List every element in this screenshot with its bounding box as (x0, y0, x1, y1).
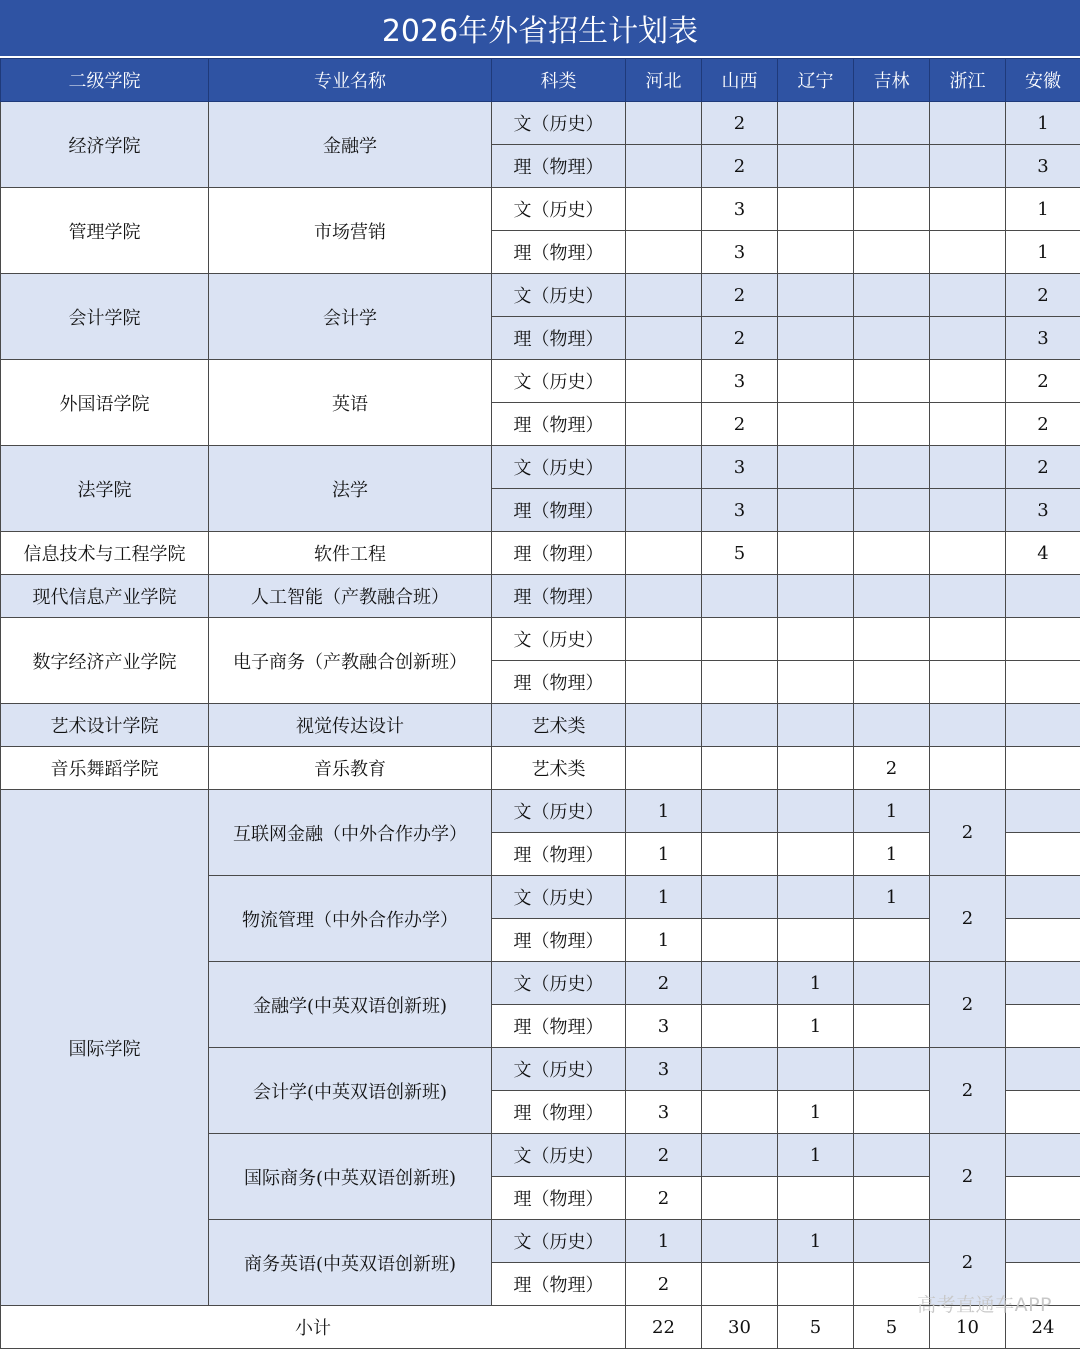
quota-cell (854, 1220, 930, 1263)
quota-cell (1006, 919, 1080, 962)
quota-cell (930, 575, 1006, 618)
quota-cell (778, 317, 854, 360)
category-cell: 文（历史） (492, 1134, 626, 1177)
major-cell: 国际商务(中英双语创新班) (209, 1134, 492, 1220)
table-row (1, 704, 1080, 747)
quota-cell (702, 1263, 778, 1306)
quota-cell (778, 790, 854, 833)
category-cell: 理（物理） (492, 1263, 626, 1306)
major-cell: 法学 (209, 446, 492, 532)
quota-cell (930, 188, 1006, 231)
college-cell: 国际学院 (1, 790, 209, 1306)
quota-cell (1006, 1220, 1080, 1263)
quota-cell (854, 446, 930, 489)
quota-cell (854, 1048, 930, 1091)
header-province-jilin: 吉林 (854, 59, 930, 102)
quota-cell (778, 231, 854, 274)
quota-cell: 2 (702, 317, 778, 360)
quota-cell (930, 274, 1006, 317)
quota-cell: 2 (626, 962, 702, 1005)
category-cell: 文（历史） (492, 876, 626, 919)
category-cell: 文（历史） (492, 102, 626, 145)
quota-cell (778, 403, 854, 446)
quota-cell (702, 1220, 778, 1263)
quota-cell (778, 618, 854, 661)
quota-cell (702, 1048, 778, 1091)
quota-cell (702, 1005, 778, 1048)
quota-cell (778, 102, 854, 145)
quota-cell: 1 (1006, 231, 1080, 274)
quota-cell: 4 (1006, 532, 1080, 575)
college-cell: 经济学院 (1, 102, 209, 188)
quota-cell (702, 1134, 778, 1177)
quota-cell (778, 919, 854, 962)
quota-cell (702, 833, 778, 876)
category-cell: 艺术类 (492, 704, 626, 747)
quota-cell: 2 (626, 1263, 702, 1306)
table-row (1, 532, 1080, 575)
major-cell: 会计学(中英双语创新班) (209, 1048, 492, 1134)
quota-cell (702, 661, 778, 704)
quota-cell: 5 (702, 532, 778, 575)
quota-cell (778, 876, 854, 919)
category-cell: 文（历史） (492, 274, 626, 317)
watermark-text: 高考直通车APP (917, 1290, 1052, 1317)
quota-cell (1006, 704, 1080, 747)
quota-cell (626, 532, 702, 575)
quota-cell (1006, 962, 1080, 1005)
quota-cell (778, 1263, 854, 1306)
subtotal-value: 30 (702, 1306, 778, 1349)
quota-cell: 1 (854, 876, 930, 919)
quota-cell (778, 661, 854, 704)
quota-cell (626, 145, 702, 188)
quota-cell (626, 747, 702, 790)
major-cell: 市场营销 (209, 188, 492, 274)
quota-cell (702, 790, 778, 833)
quota-cell (930, 102, 1006, 145)
quota-cell (1006, 1134, 1080, 1177)
quota-cell (854, 919, 930, 962)
quota-cell (854, 231, 930, 274)
quota-cell (854, 188, 930, 231)
quota-cell: 1 (778, 1134, 854, 1177)
college-cell: 现代信息产业学院 (1, 575, 209, 618)
header-row (1, 59, 1080, 102)
table-row (1, 188, 1080, 231)
college-cell: 法学院 (1, 446, 209, 532)
quota-cell (702, 747, 778, 790)
category-cell: 理（物理） (492, 532, 626, 575)
quota-cell: 3 (702, 360, 778, 403)
category-cell: 文（历史） (492, 1220, 626, 1263)
major-cell: 互联网金融（中外合作办学） (209, 790, 492, 876)
quota-cell: 3 (702, 188, 778, 231)
category-cell: 文（历史） (492, 360, 626, 403)
quota-cell: 1 (626, 790, 702, 833)
category-cell: 理（物理） (492, 403, 626, 446)
quota-cell: 3 (626, 1005, 702, 1048)
quota-cell (1006, 876, 1080, 919)
quota-cell (626, 403, 702, 446)
quota-cell (930, 661, 1006, 704)
category-cell: 文（历史） (492, 618, 626, 661)
category-cell: 文（历史） (492, 1048, 626, 1091)
quota-cell (854, 532, 930, 575)
quota-cell (626, 188, 702, 231)
quota-cell: 1 (778, 1091, 854, 1134)
quota-cell: 2 (1006, 274, 1080, 317)
quota-cell: 2 (702, 102, 778, 145)
category-cell: 理（物理） (492, 661, 626, 704)
quota-cell (702, 876, 778, 919)
quota-cell (930, 403, 1006, 446)
category-cell: 理（物理） (492, 1091, 626, 1134)
quota-cell (626, 661, 702, 704)
quota-cell: 2 (1006, 446, 1080, 489)
quota-cell (778, 1177, 854, 1220)
quota-cell (778, 1048, 854, 1091)
quota-cell: 2 (1006, 403, 1080, 446)
major-cell: 软件工程 (209, 532, 492, 575)
category-cell: 艺术类 (492, 747, 626, 790)
major-cell: 英语 (209, 360, 492, 446)
table-row (1, 446, 1080, 489)
quota-cell (930, 532, 1006, 575)
quota-cell (930, 618, 1006, 661)
quota-cell (854, 1134, 930, 1177)
quota-cell (702, 1091, 778, 1134)
quota-cell: 3 (626, 1048, 702, 1091)
quota-cell (1006, 833, 1080, 876)
enrollment-plan-table (0, 58, 1080, 1349)
quota-cell: 2 (702, 403, 778, 446)
table-row (1, 790, 1080, 833)
quota-cell (626, 231, 702, 274)
table-row (1, 360, 1080, 403)
quota-cell: 3 (1006, 145, 1080, 188)
subtotal-value: 10 (930, 1306, 1006, 1349)
quota-cell: 3 (702, 489, 778, 532)
quota-cell: 1 (626, 919, 702, 962)
header-college: 二级学院 (1, 59, 209, 102)
quota-cell (854, 704, 930, 747)
quota-cell (702, 919, 778, 962)
quota-cell (778, 360, 854, 403)
quota-cell: 3 (1006, 489, 1080, 532)
major-cell: 会计学 (209, 274, 492, 360)
quota-cell (702, 962, 778, 1005)
quota-cell (626, 360, 702, 403)
quota-cell (854, 317, 930, 360)
table-row (1, 618, 1080, 661)
header-category: 科类 (492, 59, 626, 102)
quota-cell (854, 1177, 930, 1220)
header-province-liaoning: 辽宁 (778, 59, 854, 102)
quota-cell-zhejiang: 2 (930, 962, 1006, 1048)
quota-cell (702, 1177, 778, 1220)
quota-cell (626, 274, 702, 317)
quota-cell (854, 145, 930, 188)
college-cell: 信息技术与工程学院 (1, 532, 209, 575)
major-cell: 视觉传达设计 (209, 704, 492, 747)
quota-cell: 1 (854, 833, 930, 876)
college-cell: 艺术设计学院 (1, 704, 209, 747)
category-cell: 理（物理） (492, 575, 626, 618)
quota-cell (702, 575, 778, 618)
quota-cell: 2 (854, 747, 930, 790)
major-cell: 电子商务（产教融合创新班） (209, 618, 492, 704)
table-title: 2026年外省招生计划表 (0, 0, 1080, 58)
subtotal-value: 24 (1006, 1306, 1080, 1349)
quota-cell (778, 575, 854, 618)
quota-cell (854, 618, 930, 661)
header-province-zhejiang: 浙江 (930, 59, 1006, 102)
quota-cell (778, 446, 854, 489)
quota-cell (1006, 790, 1080, 833)
major-cell: 物流管理（中外合作办学） (209, 876, 492, 962)
header-major: 专业名称 (209, 59, 492, 102)
major-cell: 商务英语(中英双语创新班) (209, 1220, 492, 1306)
category-cell: 理（物理） (492, 145, 626, 188)
quota-cell (930, 489, 1006, 532)
major-cell: 金融学 (209, 102, 492, 188)
quota-cell-zhejiang: 2 (930, 876, 1006, 962)
college-cell: 管理学院 (1, 188, 209, 274)
quota-cell: 2 (1006, 360, 1080, 403)
subtotal-value: 22 (626, 1306, 702, 1349)
category-cell: 文（历史） (492, 188, 626, 231)
category-cell: 理（物理） (492, 489, 626, 532)
subtotal-label: 小计 (1, 1306, 626, 1349)
quota-cell (930, 446, 1006, 489)
table-row (1, 102, 1080, 145)
category-cell: 理（物理） (492, 919, 626, 962)
quota-cell (778, 532, 854, 575)
quota-cell-zhejiang: 2 (930, 790, 1006, 876)
quota-cell (854, 360, 930, 403)
category-cell: 文（历史） (492, 962, 626, 1005)
category-cell: 理（物理） (492, 833, 626, 876)
quota-cell (930, 317, 1006, 360)
quota-cell: 1 (778, 1220, 854, 1263)
header-province-anhui: 安徽 (1006, 59, 1080, 102)
quota-cell (702, 618, 778, 661)
quota-cell: 2 (626, 1134, 702, 1177)
quota-cell (1006, 1005, 1080, 1048)
quota-cell (930, 704, 1006, 747)
quota-cell (930, 360, 1006, 403)
quota-cell (626, 317, 702, 360)
quota-cell: 1 (626, 876, 702, 919)
quota-cell (778, 833, 854, 876)
quota-cell: 1 (1006, 102, 1080, 145)
category-cell: 理（物理） (492, 317, 626, 360)
quota-cell-zhejiang: 2 (930, 1134, 1006, 1220)
quota-cell (854, 489, 930, 532)
quota-cell (778, 274, 854, 317)
quota-cell (778, 747, 854, 790)
college-cell: 音乐舞蹈学院 (1, 747, 209, 790)
major-cell: 音乐教育 (209, 747, 492, 790)
quota-cell (854, 274, 930, 317)
quota-cell (1006, 747, 1080, 790)
college-cell: 外国语学院 (1, 360, 209, 446)
header-province-hebei: 河北 (626, 59, 702, 102)
quota-cell (930, 231, 1006, 274)
table-row (1, 274, 1080, 317)
category-cell: 理（物理） (492, 231, 626, 274)
quota-cell (1006, 1048, 1080, 1091)
quota-cell (1006, 575, 1080, 618)
quota-cell (930, 747, 1006, 790)
table-row (1, 747, 1080, 790)
major-cell: 金融学(中英双语创新班) (209, 962, 492, 1048)
quota-cell (778, 188, 854, 231)
quota-cell: 3 (702, 231, 778, 274)
quota-cell: 2 (702, 145, 778, 188)
college-cell: 数字经济产业学院 (1, 618, 209, 704)
quota-cell (930, 145, 1006, 188)
quota-cell (626, 704, 702, 747)
quota-cell (1006, 1091, 1080, 1134)
quota-cell (854, 575, 930, 618)
quota-cell: 1 (626, 833, 702, 876)
category-cell: 文（历史） (492, 446, 626, 489)
quota-cell (854, 403, 930, 446)
quota-cell (626, 102, 702, 145)
category-cell: 理（物理） (492, 1177, 626, 1220)
quota-cell: 3 (702, 446, 778, 489)
header-province-shanxi: 山西 (702, 59, 778, 102)
quota-cell (854, 962, 930, 1005)
quota-cell-zhejiang: 2 (930, 1048, 1006, 1134)
college-cell: 会计学院 (1, 274, 209, 360)
quota-cell: 1 (626, 1220, 702, 1263)
subtotal-value: 5 (778, 1306, 854, 1349)
subtotal-value: 5 (854, 1306, 930, 1349)
quota-cell: 3 (1006, 317, 1080, 360)
quota-cell (626, 618, 702, 661)
quota-cell (778, 704, 854, 747)
quota-cell (1006, 661, 1080, 704)
table-row (1, 575, 1080, 618)
category-cell: 理（物理） (492, 1005, 626, 1048)
quota-cell (854, 661, 930, 704)
major-cell: 人工智能（产教融合班） (209, 575, 492, 618)
quota-cell (1006, 618, 1080, 661)
quota-cell: 1 (854, 790, 930, 833)
quota-cell (854, 1005, 930, 1048)
quota-cell: 1 (778, 1005, 854, 1048)
quota-cell (626, 446, 702, 489)
quota-cell (778, 489, 854, 532)
quota-cell (626, 575, 702, 618)
quota-cell (626, 489, 702, 532)
quota-cell (1006, 1177, 1080, 1220)
quota-cell: 1 (778, 962, 854, 1005)
quota-cell (778, 145, 854, 188)
category-cell: 文（历史） (492, 790, 626, 833)
quota-cell (854, 102, 930, 145)
quota-cell: 2 (702, 274, 778, 317)
quota-cell-zhejiang: 2 (930, 1220, 1006, 1306)
quota-cell: 1 (1006, 188, 1080, 231)
quota-cell (702, 704, 778, 747)
quota-cell: 3 (626, 1091, 702, 1134)
quota-cell: 2 (626, 1177, 702, 1220)
quota-cell (854, 1091, 930, 1134)
